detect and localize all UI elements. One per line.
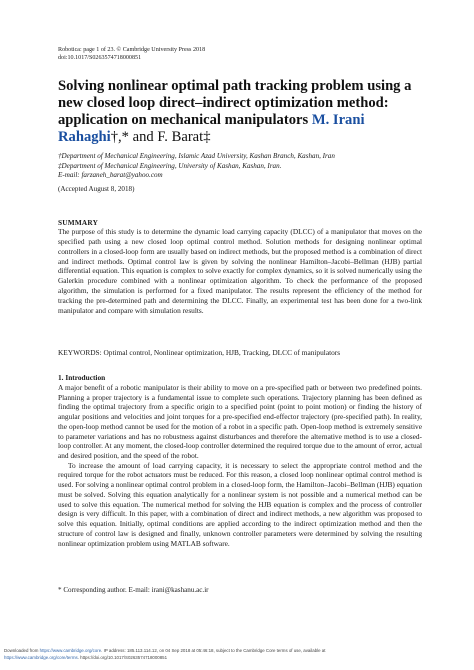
summary-text: The purpose of this study is to determine the dynamic load carrying capacity (DLCC) of a manipulator that moves on the specified path using a new closed loop optimal control method. Solution methods for designing nonlinear optimal controllers in a closed-loop form are usually based on indirect methods, but the proposed method is a combination of direct and indirect methods. Optimal control law is given by solving the nonlinear Hamilton–Jacobi–Bellman (HJB) partial differential equation. This equation is complex to solve exactly for complex dynamics, so it is solved numerically using the Galerkin procedure combined with a nonlinear optimization algorithm. To check the performance of the proposed algorithm, the simulation is performed for a fixed manipulator. The results represent the efficiency of the method for tracking the pre-determined path and determining the DLCC. Finally, an experimental test has been done for a two-link manipulator and compare with simulation results.	[58, 227, 422, 315]
section-heading-introduction: 1. Introduction	[58, 373, 106, 382]
doi: doi:10.1017/S0263574718000851	[58, 55, 142, 61]
article-title	[58, 78, 438, 146]
paragraph: A major benefit of a robotic manipulator is their ability to move on a pre-specified path or between two predefined points. Planning a proper trajectory is a fundamental issue to complete such operations. Trajectory planning has been defined as finding the optimal trajectory from a specific origin to a specified point (point to point motion) or finding the history of angular positions and velocities and joint torques for a pre-specified end-effector trajectory (pre-specified path). In reality, the open-loop method cannot be used for the motion of a robot in a specific path. Open-loop method is extremely sensitive to parameter variations and has no robustness against disturbances and therefore the alternative method is to use a closed-loop controller. At any moment, the closed-loop controller determined the required torque due to the amount of error, actual and desired position, and the speed of the robot.	[58, 383, 422, 461]
footer-text: Downloaded from	[4, 648, 39, 653]
corresponding-author-footnote: * Corresponding author. E-mail: irani@kashanu.ac.ir	[58, 586, 209, 594]
paragraph: To increase the amount of load carrying capacity, it is necessary to select the appropriate control method and the required torque for the robot actuators must be reduced. For this reason, a closed loop nonlinear optimal control method is used. For solving a nonlinear optimal control problem in a closed-loop form, the Hamilton–Jacobi–Bellman (HJB) equation must be solved. Solving this equation analytically for a nonlinear system is not possible and a numerical method can be used to solve this equation. The numerical method for solving the HJB equation is complex and the process of controller design is very difficult. In this paper, with a combination of direct and indirect methods, a new algorithm was proposed to solve this equation. Initially, optimal conditions are applied according to the indirect optimization method and then the structure of control law is designed and finally, unknown controller parameters were determined by solving the resulting nonlinear optimization problem using MATLAB software.	[58, 460, 422, 548]
download-footer	[4, 648, 472, 661]
affiliation-2: ‡Department of Mechanical Engineering, University of Kashan, Kashan, Iran.	[58, 161, 282, 170]
footer-text: . https://doi.org/10.1017/S0263574718000851	[77, 654, 168, 660]
author-1-marks: †,*	[110, 129, 129, 145]
summary-heading: SUMMARY	[58, 218, 99, 227]
journal-header	[58, 46, 418, 62]
affiliations	[58, 152, 438, 181]
contact-email: E-mail: farzaneh_barat@yahoo.com	[58, 171, 163, 179]
footer-line-2	[4, 655, 472, 662]
title-text: Solving nonlinear optimal path tracking problem using a new closed loop direct–indirect optimization method: application on mechanical manipulators	[58, 78, 412, 128]
author-2: F. Barat‡	[157, 129, 211, 145]
keywords: KEYWORDS: Optimal control, Nonlinear optimization, HJB, Tracking, DLCC of manipulators	[58, 348, 341, 357]
affiliation-1: †Department of Mechanical Engineering, Islamic Azad University, Kashan Branch, Kashan, Iran	[58, 152, 335, 160]
accepted-date: (Accepted August 8, 2018)	[58, 185, 135, 193]
author-1-link[interactable]: M. Irani Rahaghi	[58, 112, 365, 145]
terms-link[interactable]: https://www.cambridge.org/core/terms	[4, 654, 78, 660]
introduction-body	[58, 383, 422, 548]
journal-citation: Robotica: page 1 of 23. © Cambridge University Press 2018	[58, 47, 206, 53]
footer-text: . IP address: 185.113.114.12, on 04 Sep 2018 at 05:46:18, subject to the Cambridge Core terms of use, available at	[101, 648, 326, 653]
cambridge-core-link[interactable]: https://www.cambridge.org/core	[39, 648, 102, 653]
author-and: and	[132, 129, 154, 145]
